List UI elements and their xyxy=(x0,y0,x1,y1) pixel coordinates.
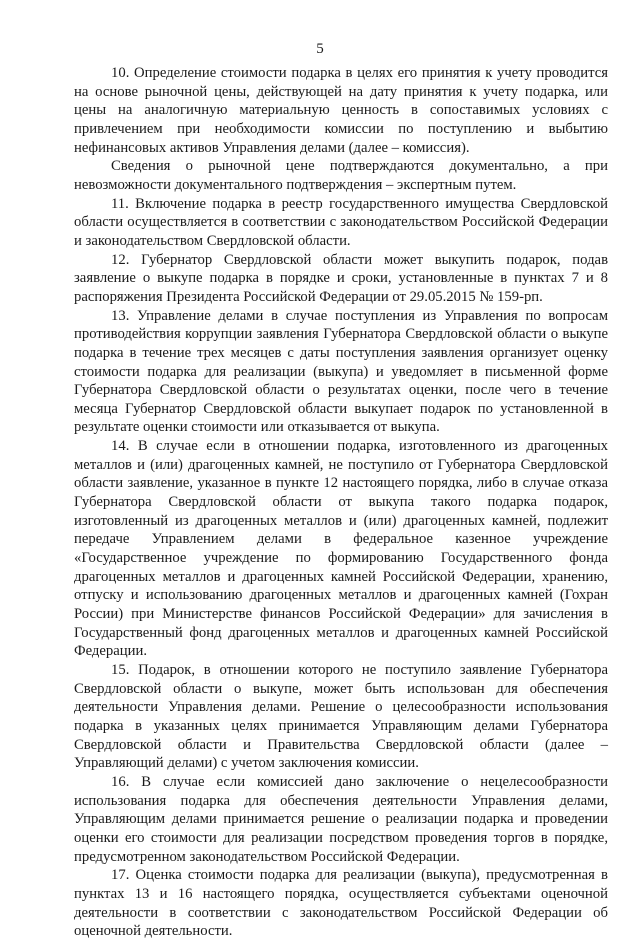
paragraph-13: 13. Управление делами в случае поступления из Управления по вопросам противодействия коррупции заявления Губернатора Свердловской области о выкупе подарка в течение трех месяцев с даты поступления заявления организует оценку стоимости подарка для реализации (выкупа) и уведомляет в письменной форме Губернатора Свердловской области о результатах оценки, после чего в течение месяца Губернатор Свердловской области выкупает подарок по установленной в результате оценки стоимости или отказывается от выкупа. xyxy=(74,307,608,436)
paragraph-17: 17. Оценка стоимости подарка для реализации (выкупа), предусмотренная в пунктах 13 и 16 настоящего порядка, осуществляется субъектами оценочной деятельности в соответствии с законодательством Российской Федерации об оценочной деятельности. xyxy=(74,867,608,940)
document-body xyxy=(74,64,608,941)
page-number: 5 xyxy=(316,41,324,57)
paragraph-10: 10. Определение стоимости подарка в целях его принятия к учету проводится на основе рыночной цены, действующей на дату принятия к учету подарка, или цены на аналогичную материальную ценность в сопоставимых условиях с привлечением при необходимости комиссии по поступлению и выбытию нефинансовых активов Управления делами (далее – комиссия). xyxy=(74,65,608,156)
paragraph-15: 15. Подарок, в отношении которого не поступило заявление Губернатора Свердловской области о выкупе, может быть использован для обеспечения деятельности Управления делами. Решение о целесообразности использования подарка в указанных целях принимается Управляющим делами Губернатора Свердловской области и Правительства Свердловской области (далее – Управляющий делами) с учетом заключения комиссии. xyxy=(74,662,608,772)
paragraph-10-continued: Сведения о рыночной цене подтверждаются документально, а при невозможности документального подтверждения – экспертным путем. xyxy=(74,158,608,193)
paragraph-16: 16. В случае если комиссией дано заключение о нецелесообразности использования подарка для обеспечения деятельности Управления делами, Управляющим делами принимается решение о реализации подарка и проведении оценки его стоимости для реализации посредством проведения торгов в порядке, предусмотренном законодательством Российской Федерации. xyxy=(74,773,608,865)
paragraph-11: 11. Включение подарка в реестр государственного имущества Свердловской области осуществляется в соответствии с законодательством Российской Федерации и законодательством Свердловской области. xyxy=(74,195,608,249)
paragraph-14: 14. В случае если в отношении подарка, изготовленного из драгоценных металлов и (или) драгоценных камней, не поступило от Губернатора Свердловской области заявление, указанное в пункте 12 настоящего порядка, либо в случае отказа Губернатора Свердловской области от выкупа такого подарка подарок, изготовленный из драгоценных металлов и (или) драгоценных камней, подлежит передаче Управлением делами в федеральное казенное учреждение «Государственное учреждение по формированию Государственного фонда драгоценных металлов и драгоценных камней Российской Федерации, хранению, отпуску и использованию драгоценных металлов и драгоценных камней (Гохран России) при Министерстве финансов Российской Федерации» для зачисления в Государственный фонд драгоценных металлов и драгоценных камней Российской Федерации. xyxy=(74,438,608,660)
paragraph-12: 12. Губернатор Свердловской области может выкупить подарок, подав заявление о выкупе подарка в порядке и сроки, установленные в пунктах 7 и 8 распоряжения Президента Российской Федерации от 29.05.2015 № 159-рп. xyxy=(74,251,608,305)
